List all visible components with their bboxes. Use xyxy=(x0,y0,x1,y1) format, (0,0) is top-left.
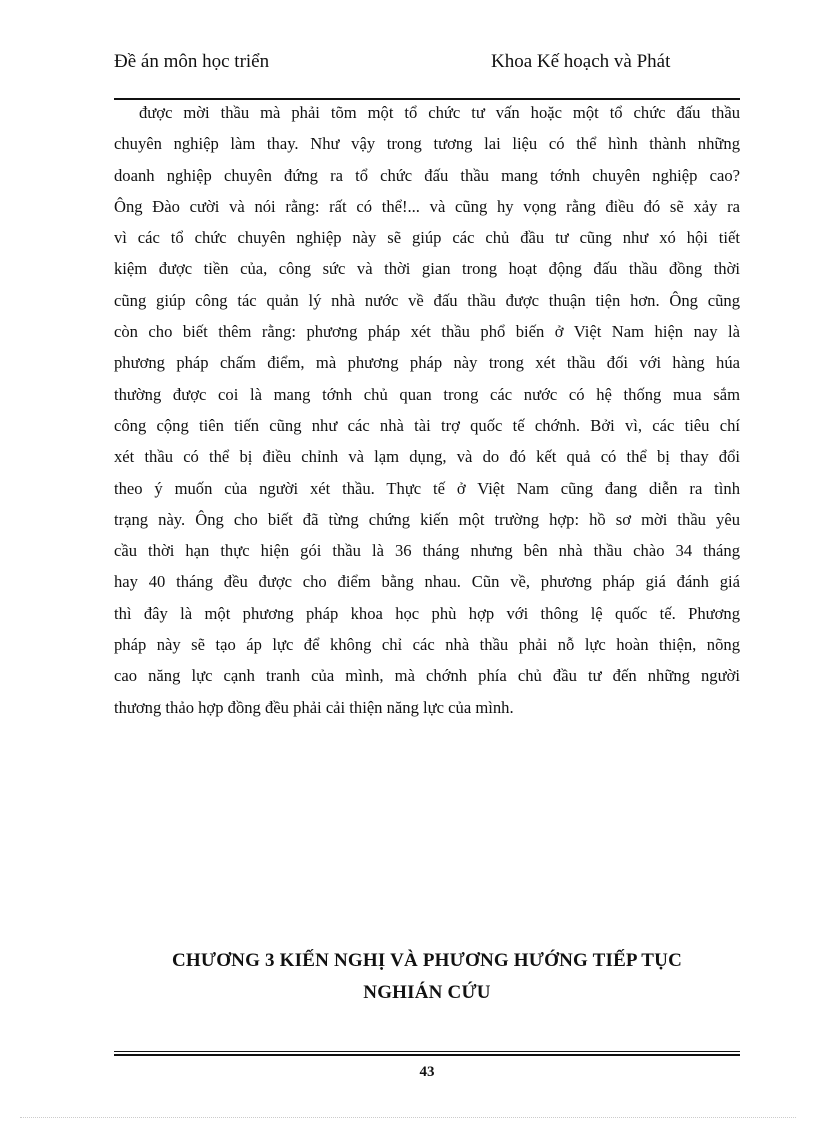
body-line: cao năng lực cạnh tranh của mình, mà chớnh phía chủ đầu tư đến những người xyxy=(114,666,740,686)
chapter-heading-line-1: CHƯƠNG 3 KIẾN NGHỊ VÀ PHƯƠNG HƯỚNG TIẾP TỤC xyxy=(171,950,683,971)
body-line: thương thảo hợp đồng đều phải cải thiện năng lực của mình. xyxy=(114,697,514,717)
body-line: phương pháp chấm điểm, mà phương pháp này trong xét thầu đối với hàng húa xyxy=(114,353,740,373)
body-line: trạng này. Ông cho biết đã từng chứng kiến một trường hợp: hồ sơ mời thầu yêu xyxy=(114,509,740,529)
page-bottom-dotted-border xyxy=(20,1117,796,1118)
body-line: xét thầu có thể bị điều chỉnh và lạm dụng, và do đó kết quả có thể bị thay đổi xyxy=(114,447,740,467)
body-line: cũng giúp công tác quản lý nhà nước về đấu thầu được thuận tiện hơn. Ông cũng xyxy=(114,290,740,310)
body-line: còn cho biết thêm rằng: phương pháp xét thầu phổ biến ở Việt Nam hiện nay là xyxy=(114,322,740,342)
body-paragraph xyxy=(114,97,740,723)
footer-divider-thin xyxy=(114,1051,740,1052)
body-line: hay 40 tháng đều được cho điểm bằng nhau. Cũn về, phương pháp giá đánh giá xyxy=(114,572,740,592)
body-line: doanh nghiệp chuyên đứng ra tổ chức đấu thầu mang tớnh chuyên nghiệp cao? xyxy=(114,165,740,185)
body-line: thường được coi là mang tớnh chủ quan trong các nước có hệ thống mua sắm xyxy=(114,384,740,404)
body-line: được mời thầu mà phải tõm một tổ chức tư vấn hoặc một tổ chức đấu thầu xyxy=(139,103,740,122)
chapter-heading-line-2: NGHIÁN CỨU xyxy=(363,982,491,1003)
body-line: thì đây là một phương pháp khoa học phù hợp với thông lệ quốc tế. Phương xyxy=(114,603,740,623)
chapter-heading xyxy=(114,945,740,1009)
body-line: theo ý muốn của người xét thầu. Thực tế ở Việt Nam cũng đang diễn ra tình xyxy=(114,478,740,498)
body-line: pháp này sẽ tạo áp lực để không chỉ các nhà thầu phải nỗ lực hoàn thiện, nõng xyxy=(114,635,740,655)
page-number: 43 xyxy=(419,1064,435,1080)
footer-divider-thick xyxy=(114,1054,740,1056)
header-left: Đề án môn học triển xyxy=(114,51,270,72)
body-line: vì các tổ chức chuyên nghiệp này sẽ giúp các chủ đầu tư cũng như xó hội tiết xyxy=(114,228,740,248)
header-right: Khoa Kế hoạch và Phát xyxy=(491,51,671,72)
body-line: Ông Đào cười và nói rằng: rất có thể!... và cũng hy vọng rằng điều đó sẽ xảy ra xyxy=(114,196,740,216)
body-line: công cộng tiên tiến cũng như các nhà tài trợ quốc tế chớnh. Bởi vì, các tiêu chí xyxy=(114,415,740,435)
body-line: chuyên nghiệp làm thay. Như vậy trong tương lai liệu có thể hình thành những xyxy=(114,134,740,154)
body-line: cầu thời hạn thực hiện gói thầu là 36 tháng nhưng bên nhà thầu chào 34 tháng xyxy=(114,541,740,561)
body-line: kiệm được tiền của, công sức và thời gian trong hoạt động đấu thầu đồng thời xyxy=(114,259,740,279)
